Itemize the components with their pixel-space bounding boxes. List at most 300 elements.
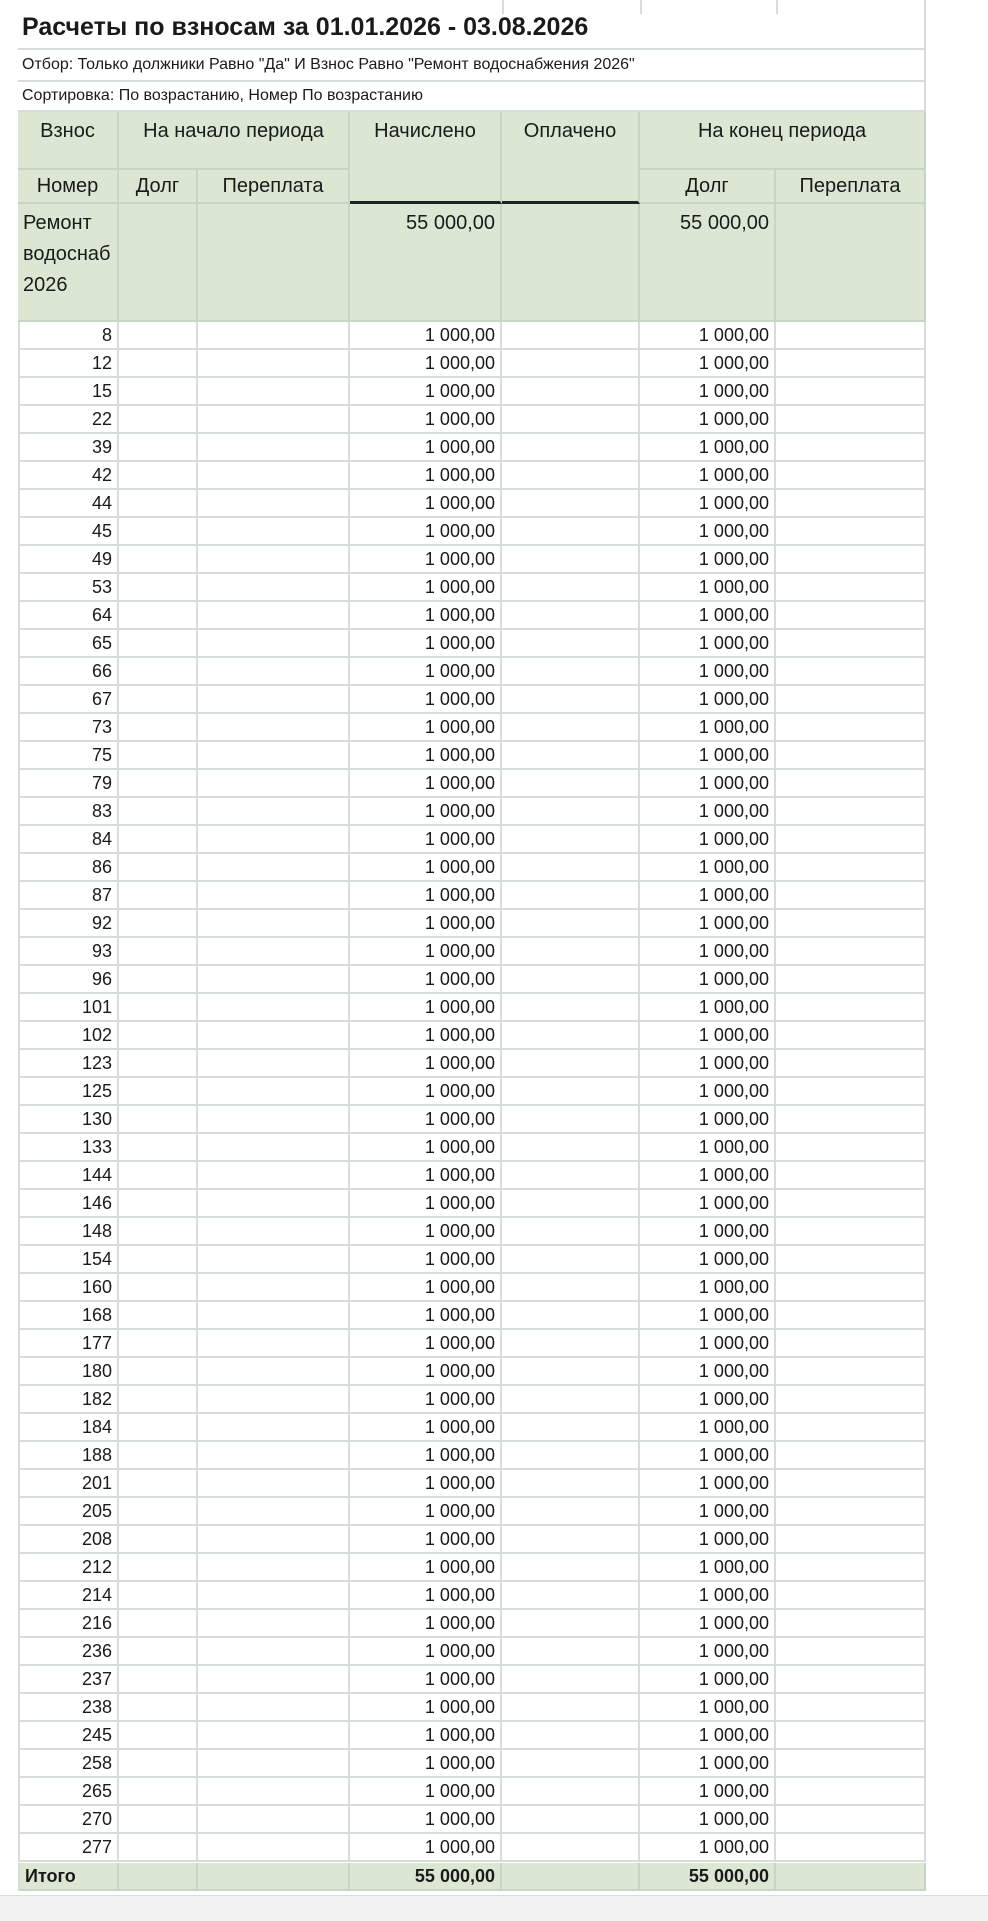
cell-start-debt [119,1806,198,1834]
cell-end-overpay [776,490,926,518]
grid-line [776,0,778,14]
cell-end-overpay [776,1386,926,1414]
cell-start-debt [119,714,198,742]
cell-start-overpay [198,826,350,854]
cell-end-overpay [776,1330,926,1358]
cell-start-overpay [198,1162,350,1190]
cell-start-overpay [198,882,350,910]
table-row [18,1134,926,1162]
cell-paid [502,1666,640,1694]
table-row [18,994,926,1022]
cell-end-overpay [776,378,926,406]
cell-end-debt: 1 000,00 [640,686,776,714]
cell-number: 144 [18,1162,119,1190]
group-paid [502,204,640,322]
table-row [18,1582,926,1610]
cell-paid [502,882,640,910]
cell-start-debt [119,1050,198,1078]
cell-paid [502,910,640,938]
cell-end-overpay [776,1302,926,1330]
cell-start-overpay [198,1778,350,1806]
cell-paid [502,546,640,574]
cell-paid [502,1274,640,1302]
table-row [18,1414,926,1442]
cell-accrued: 1 000,00 [350,434,502,462]
cell-accrued: 1 000,00 [350,322,502,350]
cell-end-overpay [776,1414,926,1442]
cell-end-debt: 1 000,00 [640,490,776,518]
cell-number: 22 [18,406,119,434]
cell-number: 65 [18,630,119,658]
cell-end-debt: 1 000,00 [640,1470,776,1498]
cell-accrued: 1 000,00 [350,770,502,798]
cell-paid [502,1190,640,1218]
cell-paid [502,938,640,966]
cell-accrued: 1 000,00 [350,910,502,938]
cell-accrued: 1 000,00 [350,882,502,910]
cell-end-debt: 1 000,00 [640,406,776,434]
cell-start-overpay [198,1414,350,1442]
table-row [18,1526,926,1554]
cell-start-debt [119,1302,198,1330]
cell-start-overpay [198,1330,350,1358]
cell-start-debt [119,966,198,994]
cell-number: 42 [18,462,119,490]
cell-start-overpay [198,546,350,574]
cell-accrued: 1 000,00 [350,1078,502,1106]
cell-start-overpay [198,1106,350,1134]
cell-end-overpay [776,854,926,882]
cell-end-overpay [776,1666,926,1694]
cell-accrued: 1 000,00 [350,1722,502,1750]
table-row [18,546,926,574]
cell-paid [502,406,640,434]
cell-start-overpay [198,854,350,882]
cell-start-overpay [198,518,350,546]
cell-start-debt [119,1582,198,1610]
cell-number: 154 [18,1246,119,1274]
table-row [18,1498,926,1526]
cell-accrued: 1 000,00 [350,1806,502,1834]
cell-end-overpay [776,1442,926,1470]
cell-accrued: 1 000,00 [350,1834,502,1862]
header-paid: Оплачено [502,112,640,204]
cell-end-debt: 1 000,00 [640,1694,776,1722]
cell-start-debt [119,770,198,798]
header-start-period: На начало периода [119,112,350,170]
table-row [18,826,926,854]
cell-end-debt: 1 000,00 [640,1106,776,1134]
cell-number: 84 [18,826,119,854]
table-row [18,1638,926,1666]
cell-start-overpay [198,1722,350,1750]
cell-start-overpay [198,434,350,462]
cell-start-debt [119,1666,198,1694]
grid-line [18,80,926,82]
cell-start-debt [119,1498,198,1526]
cell-accrued: 1 000,00 [350,1582,502,1610]
cell-number: 66 [18,658,119,686]
cell-end-debt: 1 000,00 [640,742,776,770]
table-row [18,1190,926,1218]
cell-number: 212 [18,1554,119,1582]
cell-start-overpay [198,938,350,966]
table-row [18,742,926,770]
cell-accrued: 1 000,00 [350,1218,502,1246]
cell-start-overpay [198,378,350,406]
cell-start-overpay [198,1526,350,1554]
cell-start-debt [119,1470,198,1498]
group-name-line: Ремонт [23,212,92,234]
cell-paid [502,826,640,854]
cell-number: 146 [18,1190,119,1218]
group-name-cell [18,204,119,322]
cell-start-debt [119,798,198,826]
cell-accrued: 1 000,00 [350,1750,502,1778]
table-row [18,1666,926,1694]
cell-start-debt [119,686,198,714]
cell-accrued: 1 000,00 [350,1302,502,1330]
cell-end-overpay [776,1022,926,1050]
cell-paid [502,1610,640,1638]
cell-start-overpay [198,1694,350,1722]
cell-end-overpay [776,1106,926,1134]
cell-number: 270 [18,1806,119,1834]
cell-paid [502,798,640,826]
cell-paid [502,350,640,378]
cell-accrued: 1 000,00 [350,658,502,686]
cell-number: 87 [18,882,119,910]
cell-start-overpay [198,490,350,518]
cell-paid [502,1330,640,1358]
cell-end-debt: 1 000,00 [640,826,776,854]
cell-end-debt: 1 000,00 [640,1218,776,1246]
cell-start-overpay [198,714,350,742]
cell-number: 39 [18,434,119,462]
cell-accrued: 1 000,00 [350,1442,502,1470]
cell-number: 64 [18,602,119,630]
cell-end-overpay [776,1470,926,1498]
cell-end-debt: 1 000,00 [640,434,776,462]
table-row [18,1386,926,1414]
table-row [18,1778,926,1806]
header-number: Номер [18,170,119,204]
cell-start-overpay [198,350,350,378]
cell-end-overpay [776,1610,926,1638]
cell-accrued: 1 000,00 [350,966,502,994]
cell-end-overpay [776,1694,926,1722]
cell-number: 148 [18,1218,119,1246]
report-filter: Отбор: Только должники Равно "Да" И Взнос Равно "Ремонт водоснабжения 2026" [22,56,635,73]
total-paid [502,1863,640,1891]
table-row [18,1806,926,1834]
table-row [18,490,926,518]
cell-start-overpay [198,1666,350,1694]
cell-end-debt: 1 000,00 [640,518,776,546]
cell-number: 130 [18,1106,119,1134]
cell-end-debt: 1 000,00 [640,1806,776,1834]
cell-number: 216 [18,1610,119,1638]
cell-number: 92 [18,910,119,938]
cell-number: 67 [18,686,119,714]
group-accrued: 55 000,00 [350,204,502,322]
cell-paid [502,1050,640,1078]
cell-accrued: 1 000,00 [350,1526,502,1554]
cell-start-overpay [198,1190,350,1218]
cell-end-debt: 1 000,00 [640,1498,776,1526]
cell-end-debt: 1 000,00 [640,1358,776,1386]
cell-number: 53 [18,574,119,602]
total-end-debt: 55 000,00 [640,1863,776,1891]
table-row [18,882,926,910]
cell-end-debt: 1 000,00 [640,1078,776,1106]
cell-end-debt: 1 000,00 [640,938,776,966]
table-row [18,1050,926,1078]
cell-accrued: 1 000,00 [350,1386,502,1414]
cell-accrued: 1 000,00 [350,798,502,826]
cell-end-debt: 1 000,00 [640,1386,776,1414]
cell-paid [502,1498,640,1526]
cell-start-overpay [198,1750,350,1778]
cell-end-debt: 1 000,00 [640,1022,776,1050]
cell-number: 208 [18,1526,119,1554]
cell-number: 133 [18,1134,119,1162]
group-end-debt: 55 000,00 [640,204,776,322]
header-end-period: На конец периода [640,112,926,170]
cell-start-debt [119,602,198,630]
cell-paid [502,658,640,686]
cell-start-overpay [198,994,350,1022]
cell-accrued: 1 000,00 [350,1050,502,1078]
cell-paid [502,1218,640,1246]
cell-end-debt: 1 000,00 [640,966,776,994]
table-row [18,1218,926,1246]
cell-number: 201 [18,1470,119,1498]
cell-paid [502,490,640,518]
cell-paid [502,518,640,546]
cell-start-debt [119,994,198,1022]
header-start-overpay: Переплата [198,170,350,204]
total-start-overpay [198,1863,350,1891]
cell-paid [502,1302,640,1330]
cell-start-debt [119,882,198,910]
cell-start-debt [119,1750,198,1778]
cell-paid [502,994,640,1022]
table-row [18,686,926,714]
cell-end-overpay [776,574,926,602]
cell-paid [502,1582,640,1610]
cell-end-overpay [776,1358,926,1386]
cell-end-debt: 1 000,00 [640,1414,776,1442]
cell-start-overpay [198,406,350,434]
cell-start-debt [119,406,198,434]
cell-end-overpay [776,322,926,350]
cell-paid [502,1834,640,1862]
cell-start-debt [119,350,198,378]
cell-start-debt [119,462,198,490]
table-row [18,938,926,966]
cell-number: 8 [18,322,119,350]
cell-start-overpay [198,1022,350,1050]
cell-start-debt [119,1834,198,1862]
table-row [18,1022,926,1050]
cell-start-debt [119,630,198,658]
cell-start-overpay [198,742,350,770]
cell-number: 236 [18,1638,119,1666]
cell-number: 75 [18,742,119,770]
header-end-overpay: Переплата [776,170,926,204]
cell-number: 93 [18,938,119,966]
cell-end-overpay [776,1834,926,1862]
cell-paid [502,1414,640,1442]
cell-number: 177 [18,1330,119,1358]
cell-start-debt [119,1414,198,1442]
cell-accrued: 1 000,00 [350,1134,502,1162]
cell-paid [502,1246,640,1274]
cell-paid [502,630,640,658]
cell-start-debt [119,826,198,854]
cell-paid [502,1554,640,1582]
cell-paid [502,854,640,882]
cell-start-overpay [198,966,350,994]
cell-end-debt: 1 000,00 [640,1274,776,1302]
table-row [18,630,926,658]
cell-end-debt: 1 000,00 [640,378,776,406]
cell-paid [502,1470,640,1498]
cell-accrued: 1 000,00 [350,1778,502,1806]
cell-end-overpay [776,938,926,966]
table-row [18,1246,926,1274]
cell-end-debt: 1 000,00 [640,546,776,574]
cell-number: 125 [18,1078,119,1106]
table-row [18,1274,926,1302]
group-start-debt [119,204,198,322]
cell-number: 79 [18,770,119,798]
cell-accrued: 1 000,00 [350,602,502,630]
cell-end-overpay [776,686,926,714]
cell-end-overpay [776,602,926,630]
cell-paid [502,1134,640,1162]
cell-number: 237 [18,1666,119,1694]
cell-end-overpay [776,742,926,770]
cell-accrued: 1 000,00 [350,574,502,602]
cell-end-overpay [776,910,926,938]
cell-start-debt [119,1554,198,1582]
cell-end-overpay [776,1526,926,1554]
cell-start-debt [119,1386,198,1414]
cell-start-overpay [198,630,350,658]
cell-number: 96 [18,966,119,994]
cell-start-overpay [198,1134,350,1162]
cell-end-overpay [776,1190,926,1218]
cell-start-overpay [198,798,350,826]
cell-start-debt [119,322,198,350]
cell-end-overpay [776,1498,926,1526]
cell-start-overpay [198,1554,350,1582]
cell-number: 160 [18,1274,119,1302]
cell-paid [502,322,640,350]
cell-start-overpay [198,322,350,350]
cell-end-overpay [776,826,926,854]
cell-number: 168 [18,1302,119,1330]
cell-start-debt [119,1218,198,1246]
cell-end-debt: 1 000,00 [640,1750,776,1778]
cell-start-debt [119,546,198,574]
cell-end-overpay [776,350,926,378]
table-row [18,714,926,742]
grid-line [640,0,642,14]
total-start-debt [119,1863,198,1891]
cell-accrued: 1 000,00 [350,518,502,546]
total-accrued: 55 000,00 [350,1863,502,1891]
cell-start-overpay [198,686,350,714]
table-row [18,1078,926,1106]
cell-start-debt [119,938,198,966]
header-start-debt: Долг [119,170,198,204]
table-row [18,462,926,490]
cell-paid [502,714,640,742]
cell-end-debt: 1 000,00 [640,1330,776,1358]
cell-start-debt [119,742,198,770]
cell-accrued: 1 000,00 [350,1470,502,1498]
cell-accrued: 1 000,00 [350,406,502,434]
cell-number: 184 [18,1414,119,1442]
group-name-line: водоснаб [23,243,111,265]
cell-number: 214 [18,1582,119,1610]
cell-end-overpay [776,1582,926,1610]
cell-start-debt [119,658,198,686]
cell-end-overpay [776,1778,926,1806]
cell-end-debt: 1 000,00 [640,1190,776,1218]
cell-accrued: 1 000,00 [350,1274,502,1302]
cell-accrued: 1 000,00 [350,1330,502,1358]
header-vznos: Взнос [18,112,119,170]
cell-start-overpay [198,770,350,798]
cell-accrued: 1 000,00 [350,350,502,378]
cell-end-overpay [776,966,926,994]
cell-number: 188 [18,1442,119,1470]
cell-start-overpay [198,574,350,602]
cell-number: 83 [18,798,119,826]
cell-end-debt: 1 000,00 [640,574,776,602]
cell-paid [502,1526,640,1554]
cell-number: 238 [18,1694,119,1722]
cell-number: 15 [18,378,119,406]
cell-paid [502,462,640,490]
cell-start-debt [119,1638,198,1666]
cell-end-debt: 1 000,00 [640,798,776,826]
cell-number: 277 [18,1834,119,1862]
cell-accrued: 1 000,00 [350,1022,502,1050]
cell-accrued: 1 000,00 [350,490,502,518]
cell-paid [502,1078,640,1106]
cell-accrued: 1 000,00 [350,1190,502,1218]
cell-end-debt: 1 000,00 [640,1834,776,1862]
cell-accrued: 1 000,00 [350,546,502,574]
cell-end-debt: 1 000,00 [640,1554,776,1582]
cell-accrued: 1 000,00 [350,462,502,490]
cell-accrued: 1 000,00 [350,1162,502,1190]
group-start-overpay [198,204,350,322]
cell-accrued: 1 000,00 [350,854,502,882]
cell-start-overpay [198,1498,350,1526]
cell-start-debt [119,1722,198,1750]
cell-start-debt [119,1274,198,1302]
table-row [18,518,926,546]
cell-start-overpay [198,658,350,686]
cell-accrued: 1 000,00 [350,1666,502,1694]
cell-end-overpay [776,434,926,462]
